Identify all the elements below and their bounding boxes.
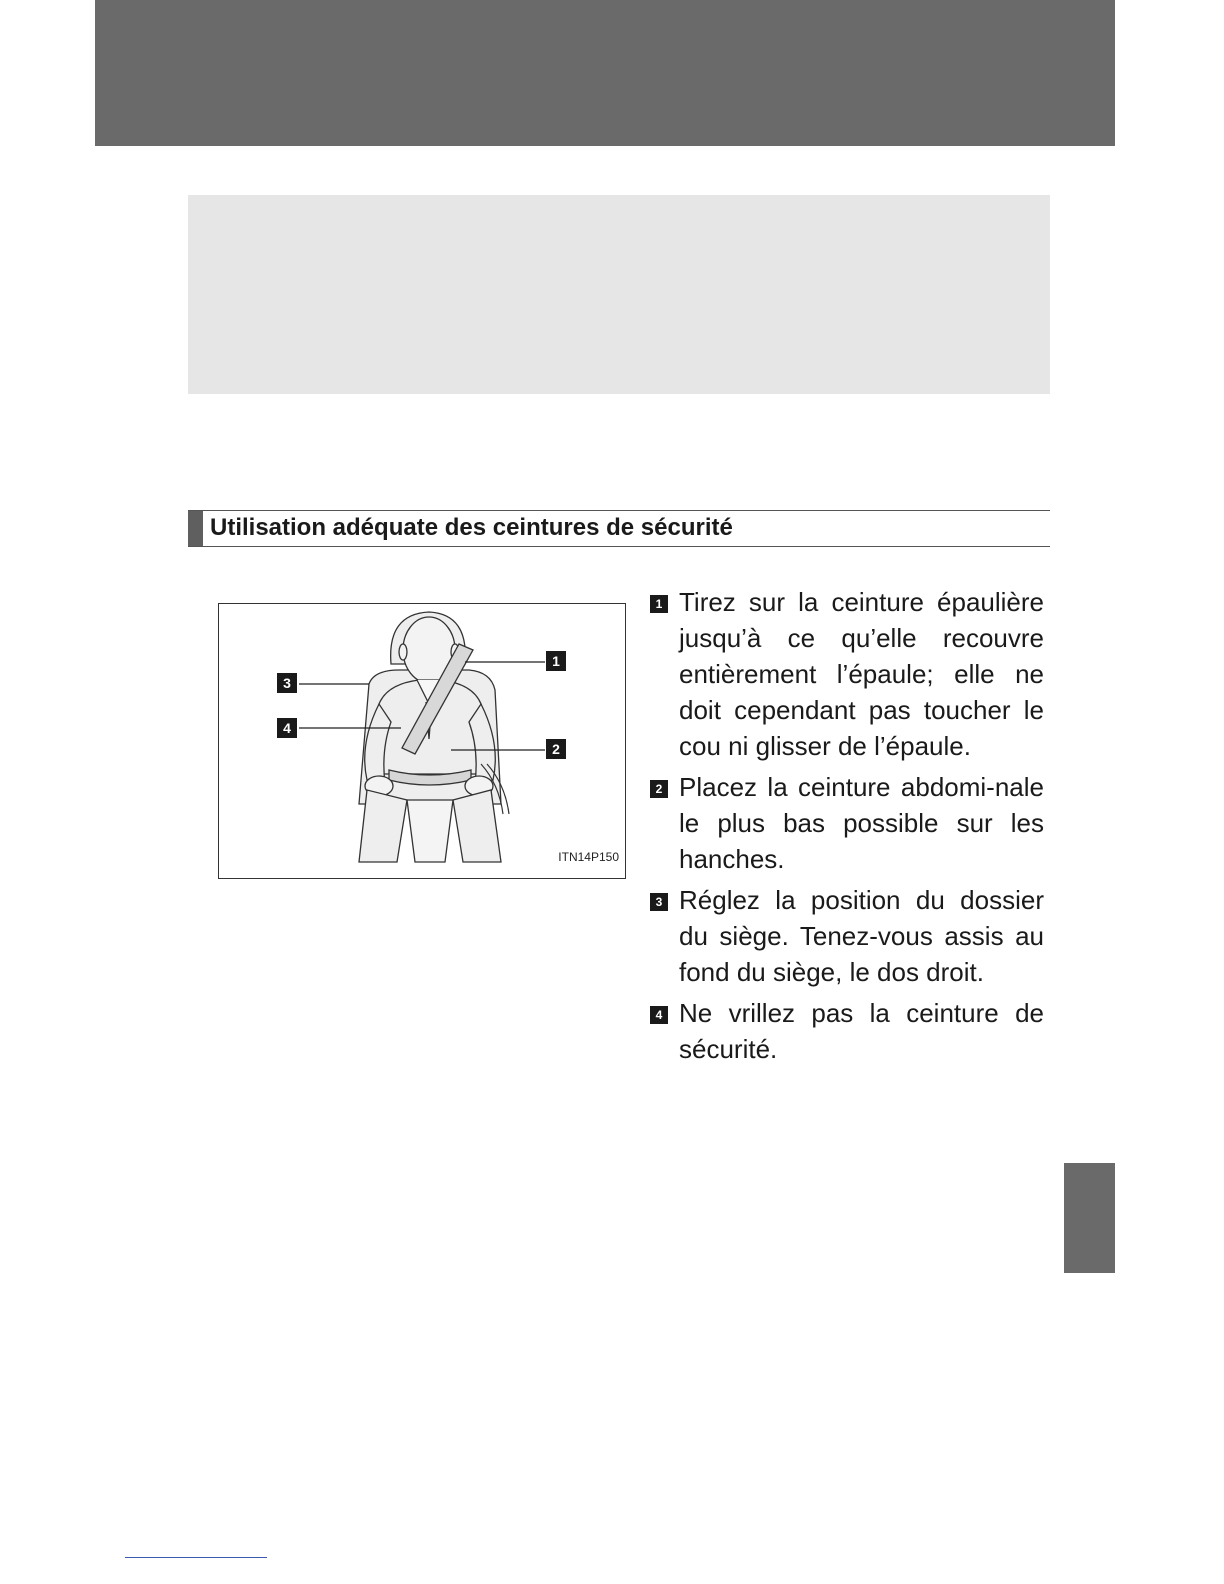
- instruction-list: [650, 584, 1044, 1072]
- section-heading-bar: [188, 511, 203, 546]
- seatbelt-illustration: [218, 603, 626, 879]
- footer-link-underline: [125, 1557, 267, 1558]
- step-text: Tirez sur la ceinture épaulière jusqu’à ce qu’elle recouvre entièrement l’épaule; elle ne doit cependant pas toucher le cou ni glisser de l’épaule.: [679, 587, 1044, 761]
- step-number-badge: 2: [650, 780, 668, 798]
- list-item: [650, 995, 1044, 1067]
- step-number-badge: 4: [650, 1006, 668, 1024]
- section-title: Utilisation adéquate des ceintures de sécurité: [210, 514, 733, 541]
- step-text: Réglez la position du dossier du siège. Tenez-vous assis au fond du siège, le dos droit.: [679, 885, 1044, 987]
- step-text: Ne vrillez pas la ceinture de sécurité.: [679, 998, 1044, 1064]
- callout-3: 3: [277, 673, 297, 693]
- list-item: [650, 882, 1044, 990]
- header-band: [95, 0, 1115, 146]
- header-panel: [188, 195, 1050, 394]
- list-item: [650, 769, 1044, 877]
- figure-code: ITN14P150: [558, 850, 619, 864]
- callout-1: 1: [546, 651, 566, 671]
- callout-2: 2: [546, 739, 566, 759]
- chapter-tab: [1064, 1163, 1115, 1273]
- callout-4: 4: [277, 718, 297, 738]
- step-number-badge: 1: [650, 595, 668, 613]
- section-heading: [188, 510, 1050, 547]
- step-number-badge: 3: [650, 893, 668, 911]
- list-item: [650, 584, 1044, 764]
- step-text: Placez la ceinture abdomi-nale le plus bas possible sur les hanches.: [679, 772, 1044, 874]
